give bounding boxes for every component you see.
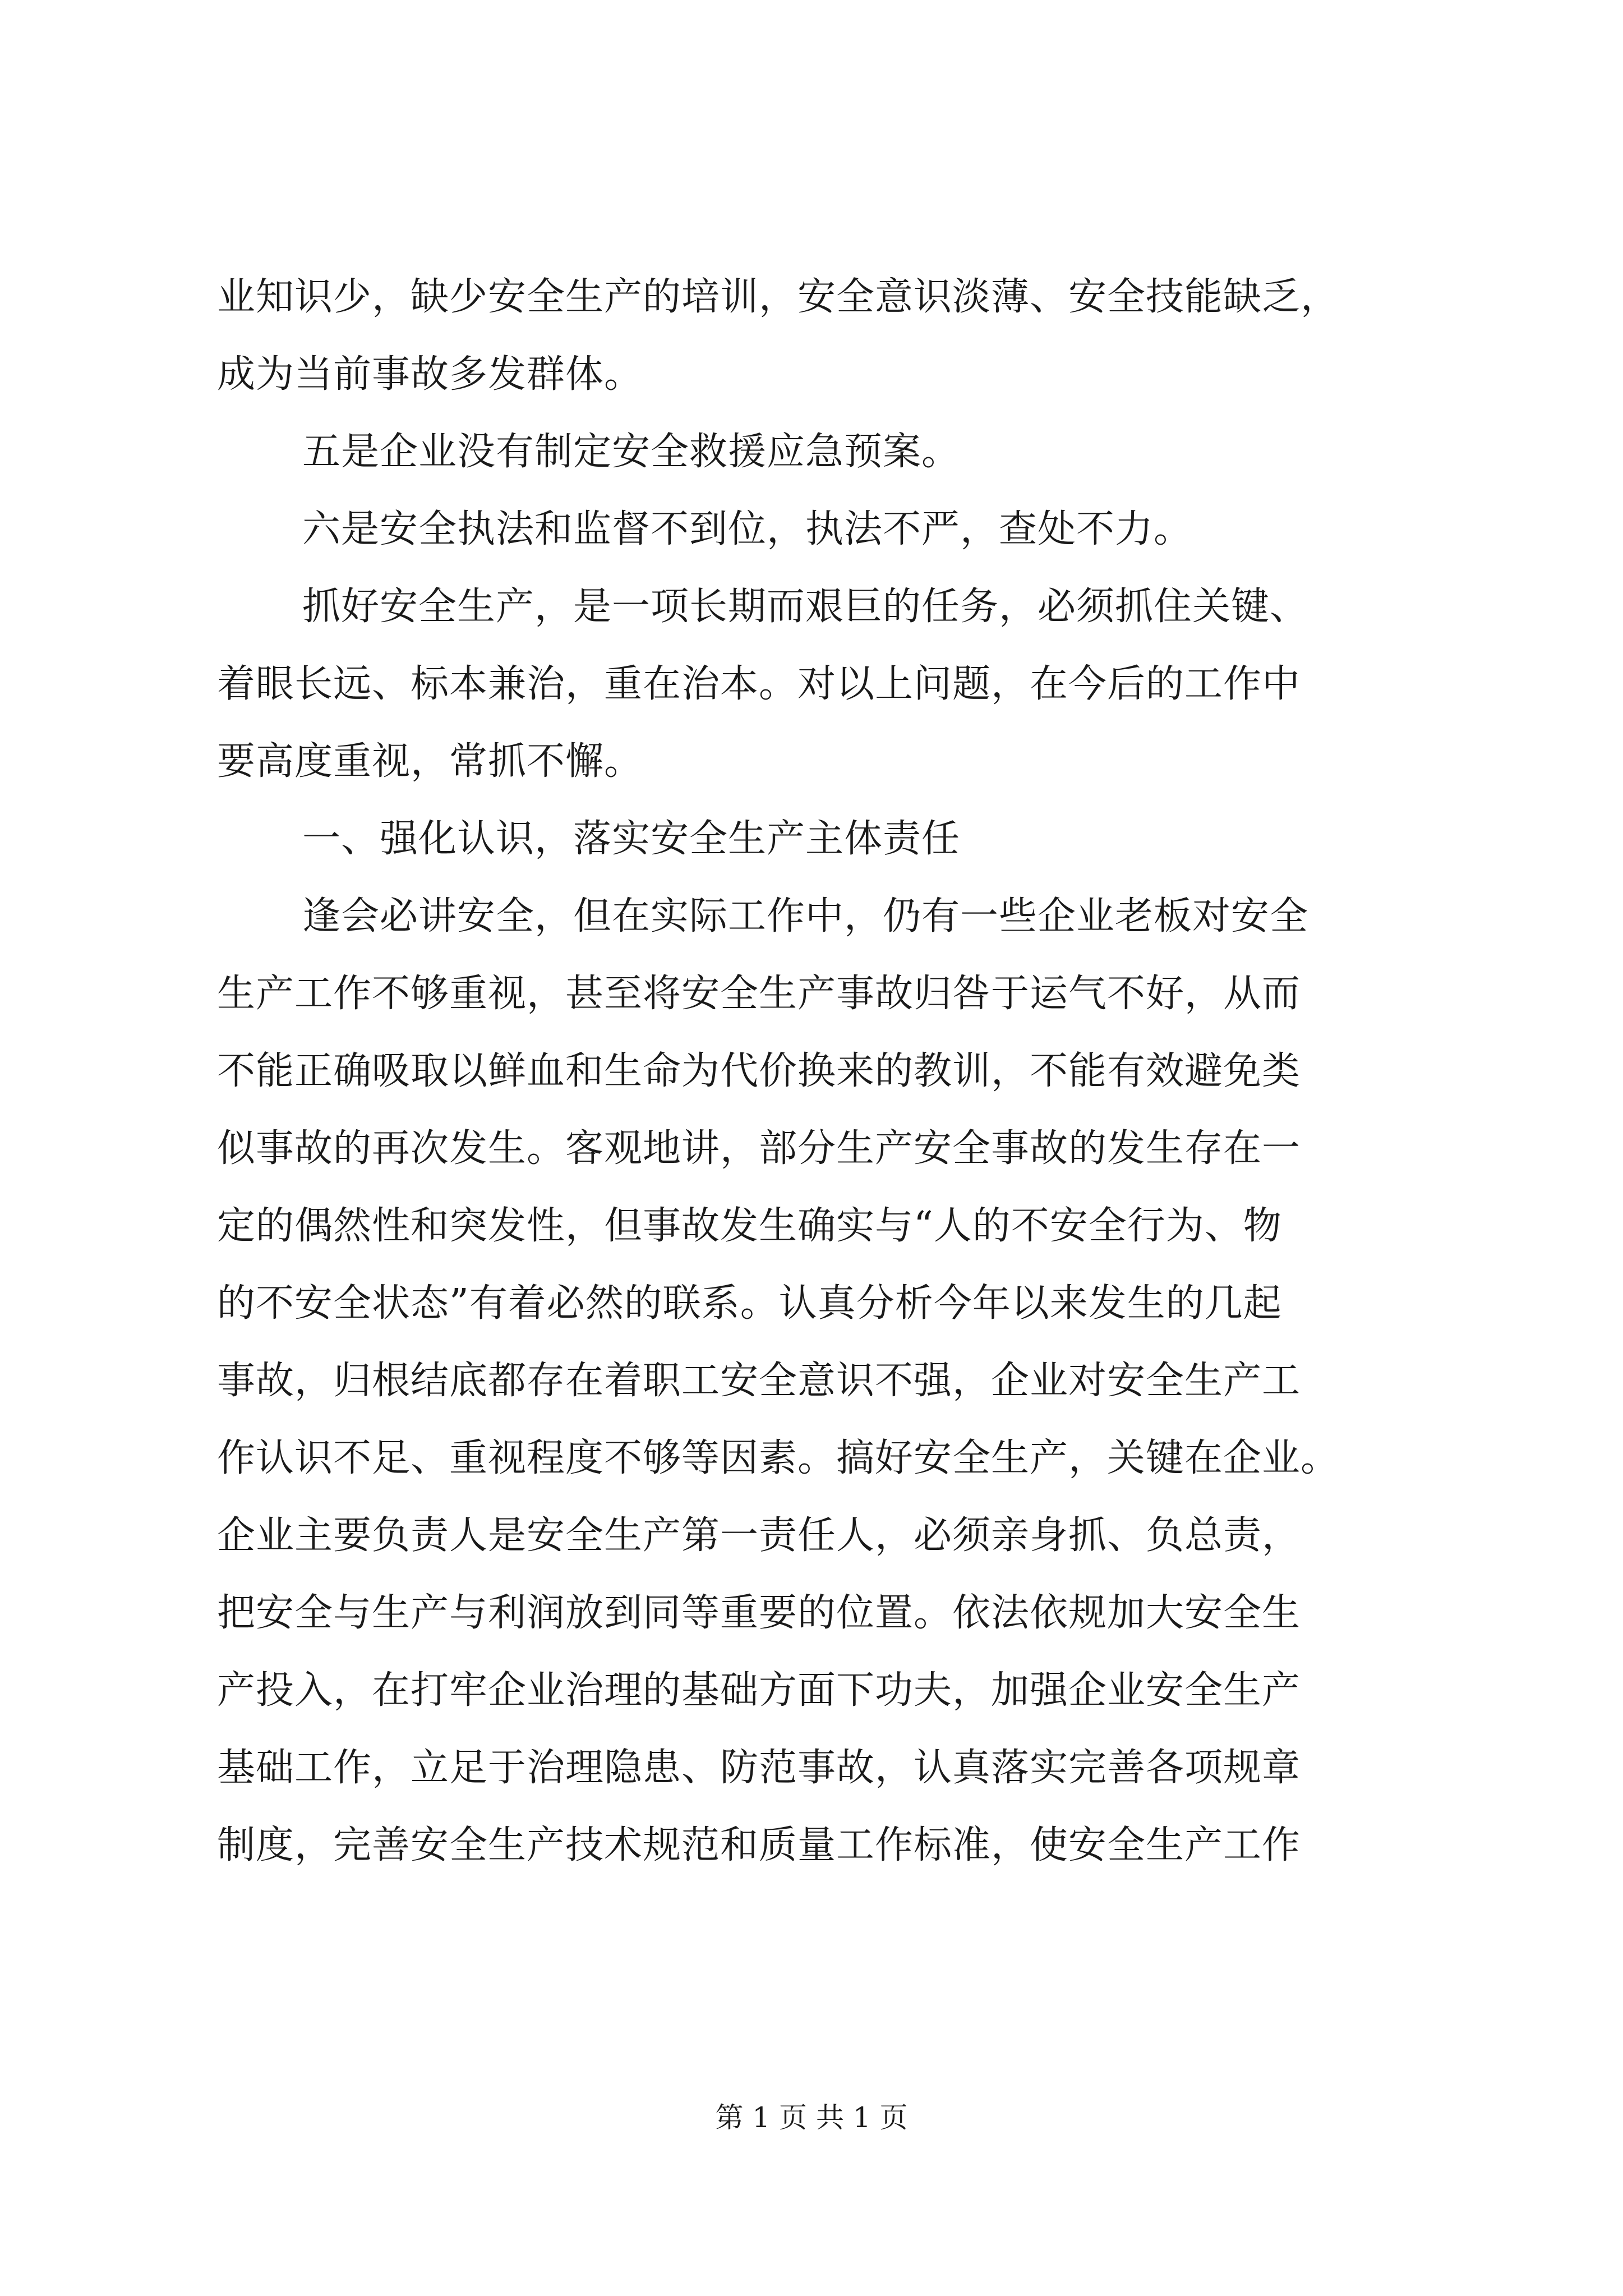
text-line: 似事故的再次发生。客观地讲，部分生产安全事故的发生存在一 [217,1126,1301,1171]
text-line: 业知识少，缺少安全生产的培训，安全意识淡薄、安全技能缺乏， [217,275,1340,319]
text-line: 作认识不足、重视程度不够等因素。搞好安全生产，关键在企业。 [217,1436,1340,1480]
text-line: 五是企业没有制定安全救援应急预案。 [302,430,961,474]
text-line: 基础工作，立足于治理隐患、防范事故，认真落实完善各项规章 [217,1746,1301,1790]
text-line: 产投入，在打牢企业治理的基础方面下功夫，加强企业安全生产 [217,1668,1301,1713]
text-line: 要高度重视，常抓不懈。 [217,739,643,784]
text-line: 抓好安全生产，是一项长期而艰巨的任务，必须抓住关键、 [302,585,1309,629]
text-line: 事故，归根结底都存在着职工安全意识不强，企业对安全生产工 [217,1359,1301,1403]
section-heading: 一、强化认识，落实安全生产主体责任 [302,817,961,861]
text-line: 生产工作不够重视，甚至将安全生产事故归咎于运气不好，从而 [217,972,1301,1016]
text-line: 逢会必讲安全，但在实际工作中，仍有一些企业老板对安全 [302,894,1309,938]
text-line: 六是安全执法和监督不到位，执法不严，查处不力。 [302,507,1193,551]
text-line: 企业主要负责人是安全生产第一责任人，必须亲身抓、负总责， [217,1513,1301,1558]
text-line: 制度，完善安全生产技术规范和质量工作标准，使安全生产工作 [217,1823,1301,1867]
text-line: 成为当前事故多发群体。 [217,352,643,397]
text-line: 的不安全状态”有着必然的联系。认真分析今年以来发生的几起 [217,1281,1282,1326]
page-footer: 第 1 页 共 1 页 [715,2101,908,2134]
text-line: 不能正确吸取以鲜血和生命为代价换来的教训，不能有效避免类 [217,1049,1301,1093]
text-line: 着眼长远、标本兼治，重在治本。对以上问题，在今后的工作中 [217,662,1301,706]
text-line: 把安全与生产与利润放到同等重要的位置。依法依规加大安全生 [217,1591,1301,1635]
text-line: 定的偶然性和突发性，但事故发生确实与“人的不安全行为、物 [217,1204,1282,1248]
